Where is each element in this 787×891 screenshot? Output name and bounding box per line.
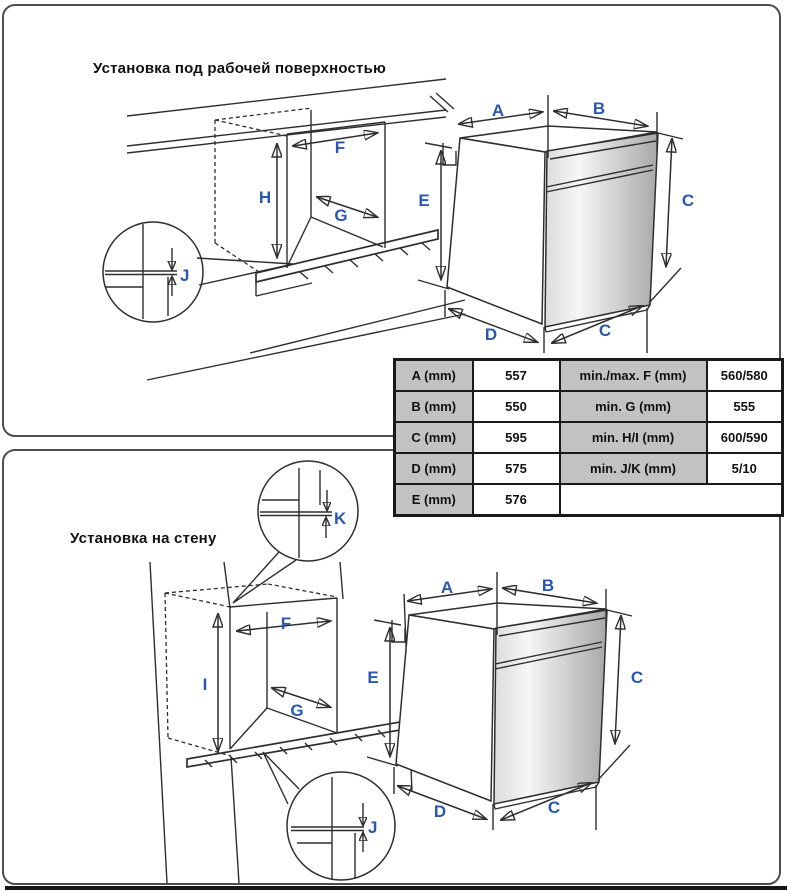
table-cell-label: D (mm): [395, 453, 473, 484]
dim-label-j: J: [180, 266, 190, 285]
wall-mount-diagram: [150, 461, 643, 883]
dim-label-c: C: [630, 668, 644, 687]
dim-label-j: J: [368, 818, 378, 837]
table-cell-empty: [560, 484, 783, 516]
table-cell-value: 5/10: [707, 453, 783, 484]
wall-niche-dashed: [165, 584, 337, 756]
table-row: [395, 453, 783, 484]
worktop-lines: [127, 79, 454, 153]
dim-label-g: G: [290, 701, 304, 720]
dim-label-e: E: [367, 668, 379, 687]
table-cell-value: 595: [473, 422, 560, 453]
dim-label-b: B: [541, 576, 555, 595]
undercounter-diagram: [103, 79, 694, 380]
dim-label-a: A: [491, 101, 505, 120]
table-cell-label: E (mm): [395, 484, 473, 516]
dim-label-c: C: [547, 798, 561, 817]
table-cell-value: 600/590: [707, 422, 783, 453]
cabinet-dimension-arrows: [259, 133, 377, 257]
table-cell-label: min. H/I (mm): [560, 422, 707, 453]
page-edge-bar: [5, 886, 787, 890]
table-row: [395, 360, 783, 392]
table-cell-label: min. G (mm): [560, 391, 707, 422]
table-cell-value: 550: [473, 391, 560, 422]
dim-label-i: I: [202, 675, 208, 694]
dim-label-f: F: [334, 138, 346, 157]
detail-circle-j-bottom: [263, 752, 395, 880]
wall-mount-title: Установка на стену: [70, 530, 217, 547]
detail-circle-j-top: [103, 222, 293, 322]
dim-label-d: D: [433, 802, 447, 821]
table-row: [395, 484, 783, 516]
dim-label-c: C: [681, 191, 695, 210]
oven-3d-bottom: [367, 572, 643, 830]
table-row: [395, 422, 783, 453]
detail-circle-k: [233, 461, 358, 603]
dim-label-c: C: [598, 321, 612, 340]
table-cell-value: 560/580: [707, 360, 783, 392]
table-cell-value: 557: [473, 360, 560, 392]
dim-label-a: A: [440, 578, 454, 597]
dim-label-h: H: [258, 188, 272, 207]
dim-label-k: K: [334, 509, 347, 528]
dim-label-e: E: [418, 191, 430, 210]
table-row: [395, 391, 783, 422]
dim-label-g: G: [334, 206, 348, 225]
wall-shelf-rail: [187, 722, 400, 767]
table-cell-label: B (mm): [395, 391, 473, 422]
dim-label-f: F: [280, 614, 292, 633]
table-cell-label: C (mm): [395, 422, 473, 453]
undercounter-title: Установка под рабочей поверхностью: [93, 60, 387, 77]
dim-label-d: D: [484, 325, 498, 344]
table-cell-label: min. J/K (mm): [560, 453, 707, 484]
oven-3d-top: [418, 95, 694, 353]
table-cell-label: min./max. F (mm): [560, 360, 707, 392]
dimensions-table: [393, 358, 784, 517]
table-cell-value: 575: [473, 453, 560, 484]
dim-label-b: B: [592, 99, 606, 118]
table-cell-value: 555: [707, 391, 783, 422]
table-cell-value: 576: [473, 484, 560, 516]
table-cell-label: A (mm): [395, 360, 473, 392]
